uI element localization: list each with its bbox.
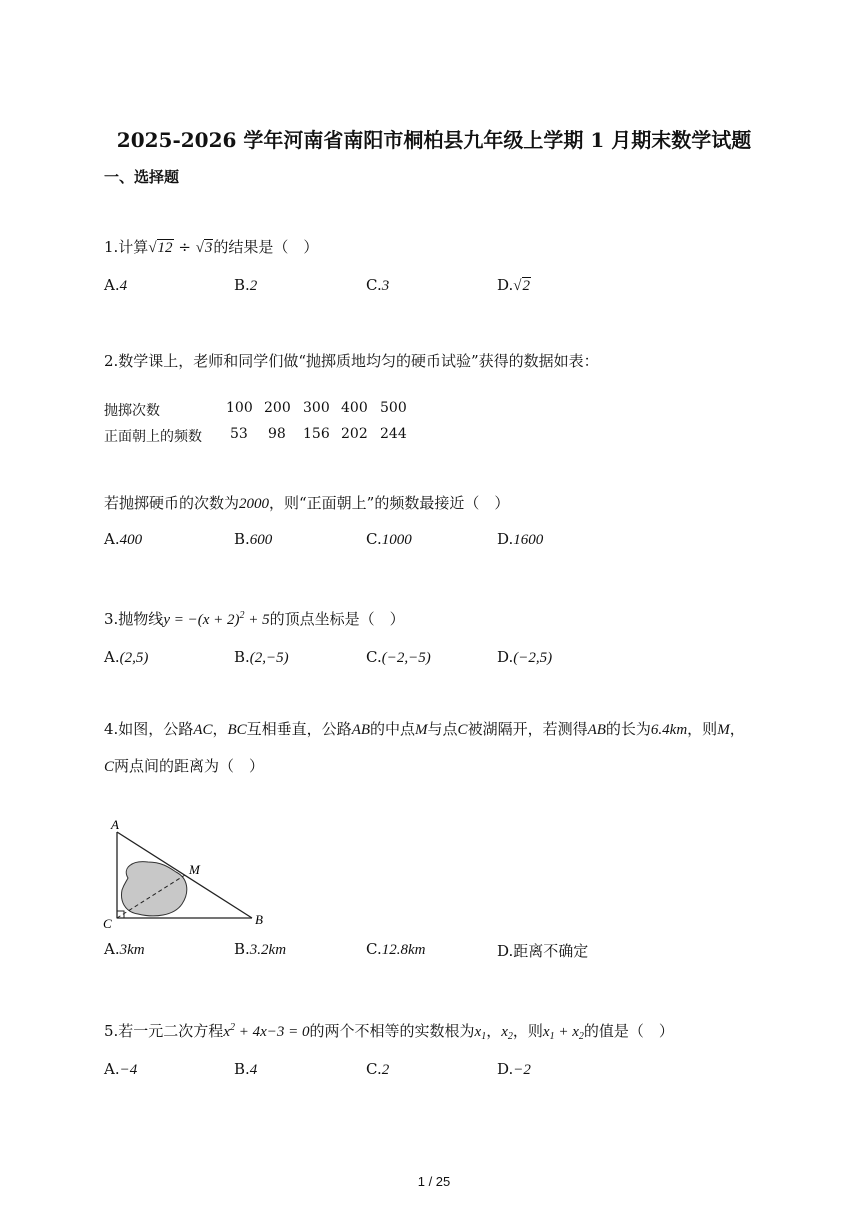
question-2: 2.数学课上，老师和同学们做“抛掷质地均匀的硬币试验”获得的数据如表： [104, 352, 599, 370]
q1-radicand-1: 12 [157, 240, 173, 256]
q5-option-c: C.2 [366, 1060, 390, 1078]
q3-option-a: A.(2,5) [104, 648, 149, 666]
q2-option-d: D.1600 [497, 530, 544, 548]
q3-formula: $y = -(x + 2)^2 + 5$ [163, 610, 270, 628]
q2-table-row-1: 抛掷次数 100 200 300 400 500 [104, 400, 407, 419]
question-4-line-2: C两点间的距离为（ ） [104, 757, 265, 775]
document-title: 2025-2026 学年河南省南阳市桐柏县九年级上学期 1 月期末数学试题 [116, 128, 752, 152]
q4-option-d: D.距离不确定 [497, 942, 589, 960]
q4-figure [100, 816, 280, 935]
q2-question: 若抛掷硬币的次数为2000，则“正面朝上”的频数最接近（ ） [104, 494, 510, 512]
q3-option-c: C.(−2,−5) [366, 648, 431, 666]
q1-option-c: C.3 [366, 276, 390, 294]
q1-operator: ÷ [178, 238, 191, 256]
q2-option-c: C.1000 [366, 530, 412, 548]
q2-option-b: B.600 [234, 530, 273, 548]
question-3: 3.抛物线$y = -(x + 2)^2 + 5$的顶点坐标是（ ） [104, 610, 405, 628]
question-1: 1.计算√12 ÷ √3的结果是（ ） [104, 238, 319, 256]
q5-option-b: B.4 [234, 1060, 258, 1078]
label-a: A [111, 817, 119, 832]
q5-option-a: A.−4 [104, 1060, 138, 1078]
q1-option-d: D.√2 [497, 276, 530, 294]
q1-prefix: 1.计算 [104, 238, 149, 256]
label-m: M [189, 862, 200, 877]
q1-option-a: A.4 [104, 276, 128, 294]
q1-radicand-2: 3 [204, 240, 213, 256]
q4-option-b: B.3.2km [234, 940, 287, 958]
label-c: C [103, 916, 112, 931]
section-heading: 一、选择题 [104, 168, 180, 186]
question-4: 4.如图，公路AC，BC互相垂直，公路AB的中点M与点C被湖隔开，若测得AB的长为6.4km，则M， [104, 720, 745, 738]
q4-option-a: A.3km [104, 940, 145, 958]
label-b: B [255, 912, 263, 927]
q3-option-d: D.(−2,5) [497, 648, 553, 666]
q5-option-d: D.−2 [497, 1060, 531, 1078]
q4-option-c: C.12.8km [366, 940, 426, 958]
q5-equation: $x^2 + 4x-3 = 0$ [223, 1022, 310, 1040]
page-number: 1 / 25 [417, 1174, 451, 1189]
q1-option-b: B.2 [234, 276, 258, 294]
question-5: 5.若一元二次方程$x^2 + 4x-3 = 0$的两个不相等的实数根为$x_1$，$x_2$，则$x_1 + x_2$的值是（ ） [104, 1022, 674, 1042]
q2-table-row-2: 正面朝上的频数 53 98 156 202 244 [104, 426, 407, 445]
q2-option-a: A.400 [104, 530, 143, 548]
q3-option-b: B.(2,−5) [234, 648, 289, 666]
q1-suffix: 的结果是（ ） [213, 238, 319, 256]
